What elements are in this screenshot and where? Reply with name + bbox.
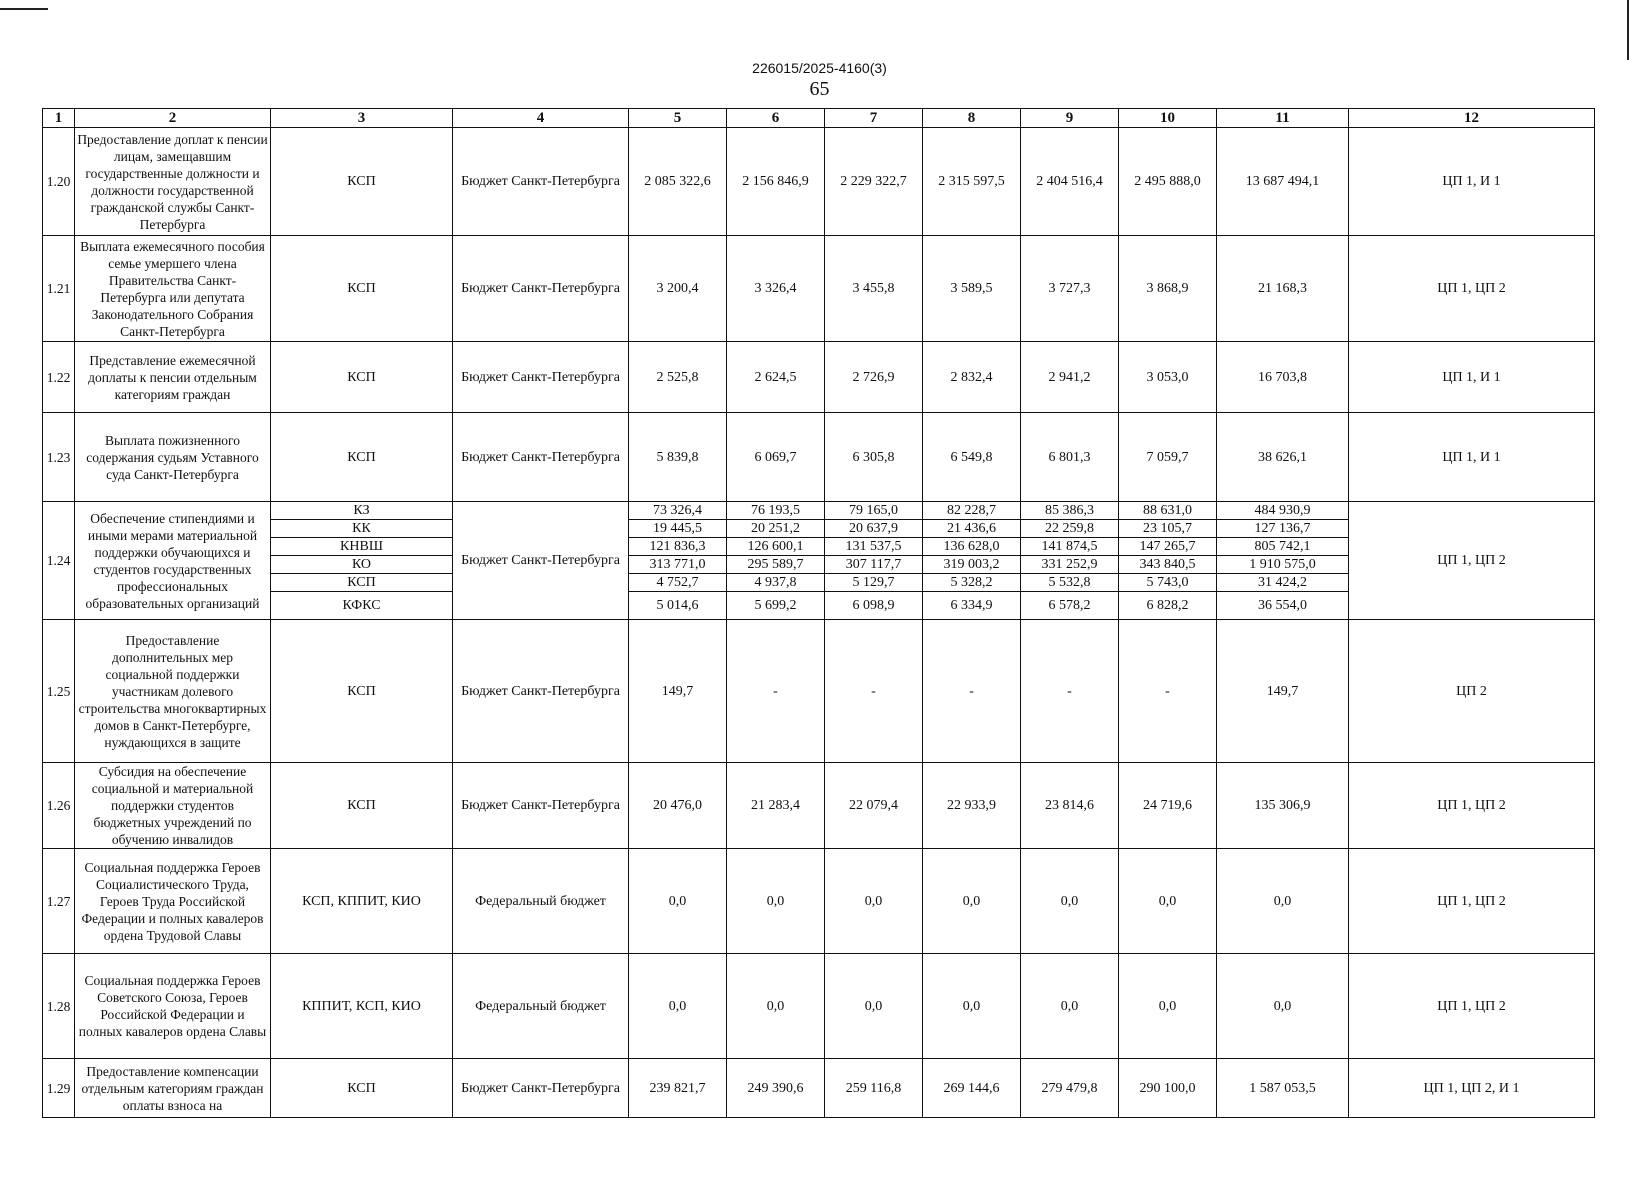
measure-name: Выплата ежемесячного пособия семье умершего члена Правительства Санкт-Петербурга или депутата Законодательного Собрания Санкт-Петербурга bbox=[75, 236, 271, 342]
table-row bbox=[43, 620, 1595, 763]
budget-table bbox=[42, 108, 1595, 1118]
value-cell: 23 814,6 bbox=[1021, 763, 1119, 849]
value-cell: 20 476,0 bbox=[629, 763, 727, 849]
value-cell: 331 252,9 bbox=[1021, 556, 1119, 574]
funding-source: Бюджет Санкт-Петербурга bbox=[453, 620, 629, 763]
value-cell: - bbox=[727, 620, 825, 763]
value-cell: 313 771,0 bbox=[629, 556, 727, 574]
value-cell: 20 637,9 bbox=[825, 520, 923, 538]
value-cell: 5 014,6 bbox=[629, 592, 727, 620]
column-header: 7 bbox=[825, 109, 923, 128]
funding-source: Бюджет Санкт-Петербурга bbox=[453, 1059, 629, 1118]
executor: КСП bbox=[271, 342, 453, 413]
measure-name: Социальная поддержка Героев Социалистического Труда, Героев Труда Российской Федерации и полных кавалеров ордена Трудовой Славы bbox=[75, 849, 271, 954]
total-cell: 135 306,9 bbox=[1217, 763, 1349, 849]
value-cell: 5 328,2 bbox=[923, 574, 1021, 592]
row-number: 1.20 bbox=[43, 128, 75, 236]
goals-cell: ЦП 1, ЦП 2 bbox=[1349, 849, 1595, 954]
column-header: 1 bbox=[43, 109, 75, 128]
total-cell: 38 626,1 bbox=[1217, 413, 1349, 502]
value-cell: 0,0 bbox=[923, 954, 1021, 1059]
executor: КСП, КППИТ, КИО bbox=[271, 849, 453, 954]
value-cell: 290 100,0 bbox=[1119, 1059, 1217, 1118]
value-cell: 249 390,6 bbox=[727, 1059, 825, 1118]
executor: КК bbox=[271, 520, 453, 538]
value-cell: 0,0 bbox=[1119, 849, 1217, 954]
goals-cell: ЦП 1, ЦП 2, И 1 bbox=[1349, 1059, 1595, 1118]
executor: КСП bbox=[271, 413, 453, 502]
value-cell: - bbox=[825, 620, 923, 763]
value-cell: 22 259,8 bbox=[1021, 520, 1119, 538]
measure-name: Предоставление компенсации отдельным категориям граждан оплаты взноса на bbox=[75, 1059, 271, 1118]
row-number: 1.29 bbox=[43, 1059, 75, 1118]
goals-cell: ЦП 1, ЦП 2 bbox=[1349, 954, 1595, 1059]
column-header: 6 bbox=[727, 109, 825, 128]
total-cell: 21 168,3 bbox=[1217, 236, 1349, 342]
goals-cell: ЦП 2 bbox=[1349, 620, 1595, 763]
value-cell: 259 116,8 bbox=[825, 1059, 923, 1118]
total-cell: 31 424,2 bbox=[1217, 574, 1349, 592]
executor: КСП bbox=[271, 620, 453, 763]
executor: КСП bbox=[271, 236, 453, 342]
value-cell: 21 436,6 bbox=[923, 520, 1021, 538]
value-cell: 5 532,8 bbox=[1021, 574, 1119, 592]
value-cell: 3 589,5 bbox=[923, 236, 1021, 342]
measure-name: Социальная поддержка Героев Советского Союза, Героев Российской Федерации и полных кавалеров ордена Славы bbox=[75, 954, 271, 1059]
table-row bbox=[43, 236, 1595, 342]
table-row bbox=[43, 128, 1595, 236]
value-cell: 0,0 bbox=[629, 849, 727, 954]
executor: КФКС bbox=[271, 592, 453, 620]
value-cell: 136 628,0 bbox=[923, 538, 1021, 556]
column-header: 5 bbox=[629, 109, 727, 128]
measure-name: Предоставление доплат к пенсии лицам, замещавшим государственные должности и должности государственной гражданской службы Санкт-Петербурга bbox=[75, 128, 271, 236]
value-cell: 0,0 bbox=[1119, 954, 1217, 1059]
measure-name: Представление ежемесячной доплаты к пенсии отдельным категориям граждан bbox=[75, 342, 271, 413]
value-cell: 141 874,5 bbox=[1021, 538, 1119, 556]
column-header: 4 bbox=[453, 109, 629, 128]
table-row bbox=[43, 849, 1595, 954]
table-row bbox=[43, 954, 1595, 1059]
goals-cell: ЦП 1, ЦП 2 bbox=[1349, 763, 1595, 849]
value-cell: 20 251,2 bbox=[727, 520, 825, 538]
total-cell: 149,7 bbox=[1217, 620, 1349, 763]
value-cell: 319 003,2 bbox=[923, 556, 1021, 574]
document-id: 226015/2025-4160(3) bbox=[752, 60, 887, 76]
measure-name: Предоставление дополнительных мер социальной поддержки участникам долевого строительства многоквартирных домов в Санкт-Петербурге, нуждающихся в защите bbox=[75, 620, 271, 763]
column-header: 8 bbox=[923, 109, 1021, 128]
total-cell: 1 587 053,5 bbox=[1217, 1059, 1349, 1118]
value-cell: 2 156 846,9 bbox=[727, 128, 825, 236]
value-cell: 121 836,3 bbox=[629, 538, 727, 556]
value-cell: 4 937,8 bbox=[727, 574, 825, 592]
total-cell: 36 554,0 bbox=[1217, 592, 1349, 620]
value-cell: 2 832,4 bbox=[923, 342, 1021, 413]
goals-cell: ЦП 1, И 1 bbox=[1349, 342, 1595, 413]
value-cell: 6 069,7 bbox=[727, 413, 825, 502]
funding-source: Бюджет Санкт-Петербурга bbox=[453, 342, 629, 413]
value-cell: 343 840,5 bbox=[1119, 556, 1217, 574]
funding-source: Бюджет Санкт-Петербурга bbox=[453, 413, 629, 502]
value-cell: 23 105,7 bbox=[1119, 520, 1217, 538]
total-cell: 0,0 bbox=[1217, 849, 1349, 954]
column-header: 3 bbox=[271, 109, 453, 128]
value-cell: 0,0 bbox=[1021, 954, 1119, 1059]
value-cell: 269 144,6 bbox=[923, 1059, 1021, 1118]
row-number: 1.25 bbox=[43, 620, 75, 763]
measure-name: Обеспечение стипендиями и иными мерами материальной поддержки обучающихся и студентов государственных профессиональных образовательных организаций bbox=[75, 502, 271, 620]
value-cell: 295 589,7 bbox=[727, 556, 825, 574]
total-cell: 0,0 bbox=[1217, 954, 1349, 1059]
value-cell: - bbox=[1021, 620, 1119, 763]
row-number: 1.24 bbox=[43, 502, 75, 620]
value-cell: 2 525,8 bbox=[629, 342, 727, 413]
value-cell: 5 699,2 bbox=[727, 592, 825, 620]
column-header: 11 bbox=[1217, 109, 1349, 128]
value-cell: 2 404 516,4 bbox=[1021, 128, 1119, 236]
column-header-row bbox=[43, 109, 1595, 128]
value-cell: 21 283,4 bbox=[727, 763, 825, 849]
executor: КСП bbox=[271, 574, 453, 592]
value-cell: 2 315 597,5 bbox=[923, 128, 1021, 236]
scan-artifact bbox=[1627, 0, 1629, 60]
value-cell: 2 085 322,6 bbox=[629, 128, 727, 236]
row-number: 1.23 bbox=[43, 413, 75, 502]
value-cell: 2 624,5 bbox=[727, 342, 825, 413]
executor: КППИТ, КСП, КИО bbox=[271, 954, 453, 1059]
value-cell: 0,0 bbox=[727, 954, 825, 1059]
value-cell: 147 265,7 bbox=[1119, 538, 1217, 556]
value-cell: - bbox=[923, 620, 1021, 763]
funding-source: Федеральный бюджет bbox=[453, 954, 629, 1059]
value-cell: 149,7 bbox=[629, 620, 727, 763]
executor: КНВШ bbox=[271, 538, 453, 556]
column-header: 10 bbox=[1119, 109, 1217, 128]
value-cell: 22 079,4 bbox=[825, 763, 923, 849]
value-cell: 2 229 322,7 bbox=[825, 128, 923, 236]
value-cell: 22 933,9 bbox=[923, 763, 1021, 849]
goals-cell: ЦП 1, И 1 bbox=[1349, 413, 1595, 502]
funding-source: Бюджет Санкт-Петербурга bbox=[453, 236, 629, 342]
value-cell: 3 200,4 bbox=[629, 236, 727, 342]
value-cell: 2 495 888,0 bbox=[1119, 128, 1217, 236]
value-cell: 5 743,0 bbox=[1119, 574, 1217, 592]
funding-source: Бюджет Санкт-Петербурга bbox=[453, 763, 629, 849]
value-cell: 2 726,9 bbox=[825, 342, 923, 413]
value-cell: 0,0 bbox=[825, 954, 923, 1059]
value-cell: 85 386,3 bbox=[1021, 502, 1119, 520]
table-row bbox=[43, 342, 1595, 413]
total-cell: 1 910 575,0 bbox=[1217, 556, 1349, 574]
value-cell: 24 719,6 bbox=[1119, 763, 1217, 849]
executor: КО bbox=[271, 556, 453, 574]
executor: КСП bbox=[271, 763, 453, 849]
goals-cell: ЦП 1, ЦП 2 bbox=[1349, 236, 1595, 342]
value-cell: 73 326,4 bbox=[629, 502, 727, 520]
row-number: 1.26 bbox=[43, 763, 75, 849]
value-cell: 6 098,9 bbox=[825, 592, 923, 620]
table-row bbox=[43, 502, 1595, 520]
value-cell: 4 752,7 bbox=[629, 574, 727, 592]
column-header: 2 bbox=[75, 109, 271, 128]
value-cell: 79 165,0 bbox=[825, 502, 923, 520]
row-number: 1.27 bbox=[43, 849, 75, 954]
row-number: 1.22 bbox=[43, 342, 75, 413]
column-header: 12 bbox=[1349, 109, 1595, 128]
value-cell: 6 305,8 bbox=[825, 413, 923, 502]
value-cell: 0,0 bbox=[727, 849, 825, 954]
value-cell: 0,0 bbox=[1021, 849, 1119, 954]
goals-cell: ЦП 1, И 1 bbox=[1349, 128, 1595, 236]
value-cell: 5 129,7 bbox=[825, 574, 923, 592]
total-cell: 484 930,9 bbox=[1217, 502, 1349, 520]
value-cell: 279 479,8 bbox=[1021, 1059, 1119, 1118]
value-cell: 307 117,7 bbox=[825, 556, 923, 574]
value-cell: 7 059,7 bbox=[1119, 413, 1217, 502]
value-cell: - bbox=[1119, 620, 1217, 763]
value-cell: 3 326,4 bbox=[727, 236, 825, 342]
total-cell: 127 136,7 bbox=[1217, 520, 1349, 538]
value-cell: 126 600,1 bbox=[727, 538, 825, 556]
value-cell: 6 828,2 bbox=[1119, 592, 1217, 620]
value-cell: 5 839,8 bbox=[629, 413, 727, 502]
value-cell: 3 727,3 bbox=[1021, 236, 1119, 342]
total-cell: 805 742,1 bbox=[1217, 538, 1349, 556]
value-cell: 239 821,7 bbox=[629, 1059, 727, 1118]
value-cell: 82 228,7 bbox=[923, 502, 1021, 520]
measure-name: Выплата пожизненного содержания судьям Уставного суда Санкт-Петербурга bbox=[75, 413, 271, 502]
page-number: 65 bbox=[809, 78, 830, 100]
value-cell: 3 053,0 bbox=[1119, 342, 1217, 413]
value-cell: 131 537,5 bbox=[825, 538, 923, 556]
value-cell: 6 801,3 bbox=[1021, 413, 1119, 502]
value-cell: 19 445,5 bbox=[629, 520, 727, 538]
value-cell: 3 868,9 bbox=[1119, 236, 1217, 342]
table-row bbox=[43, 1059, 1595, 1118]
column-header: 9 bbox=[1021, 109, 1119, 128]
executor: КЗ bbox=[271, 502, 453, 520]
value-cell: 88 631,0 bbox=[1119, 502, 1217, 520]
measure-name: Субсидия на обеспечение социальной и материальной поддержки студентов бюджетных учреждений по обучению инвалидов bbox=[75, 763, 271, 849]
funding-source: Федеральный бюджет bbox=[453, 849, 629, 954]
executor: КСП bbox=[271, 1059, 453, 1118]
total-cell: 16 703,8 bbox=[1217, 342, 1349, 413]
funding-source: Бюджет Санкт-Петербурга bbox=[453, 128, 629, 236]
scan-artifact bbox=[0, 8, 48, 10]
table-row bbox=[43, 413, 1595, 502]
funding-source: Бюджет Санкт-Петербурга bbox=[453, 502, 629, 620]
value-cell: 6 334,9 bbox=[923, 592, 1021, 620]
total-cell: 13 687 494,1 bbox=[1217, 128, 1349, 236]
value-cell: 0,0 bbox=[825, 849, 923, 954]
executor: КСП bbox=[271, 128, 453, 236]
value-cell: 0,0 bbox=[629, 954, 727, 1059]
value-cell: 76 193,5 bbox=[727, 502, 825, 520]
value-cell: 6 549,8 bbox=[923, 413, 1021, 502]
row-number: 1.28 bbox=[43, 954, 75, 1059]
row-number: 1.21 bbox=[43, 236, 75, 342]
value-cell: 2 941,2 bbox=[1021, 342, 1119, 413]
value-cell: 6 578,2 bbox=[1021, 592, 1119, 620]
value-cell: 0,0 bbox=[923, 849, 1021, 954]
value-cell: 3 455,8 bbox=[825, 236, 923, 342]
goals-cell: ЦП 1, ЦП 2 bbox=[1349, 502, 1595, 620]
table-row bbox=[43, 763, 1595, 849]
